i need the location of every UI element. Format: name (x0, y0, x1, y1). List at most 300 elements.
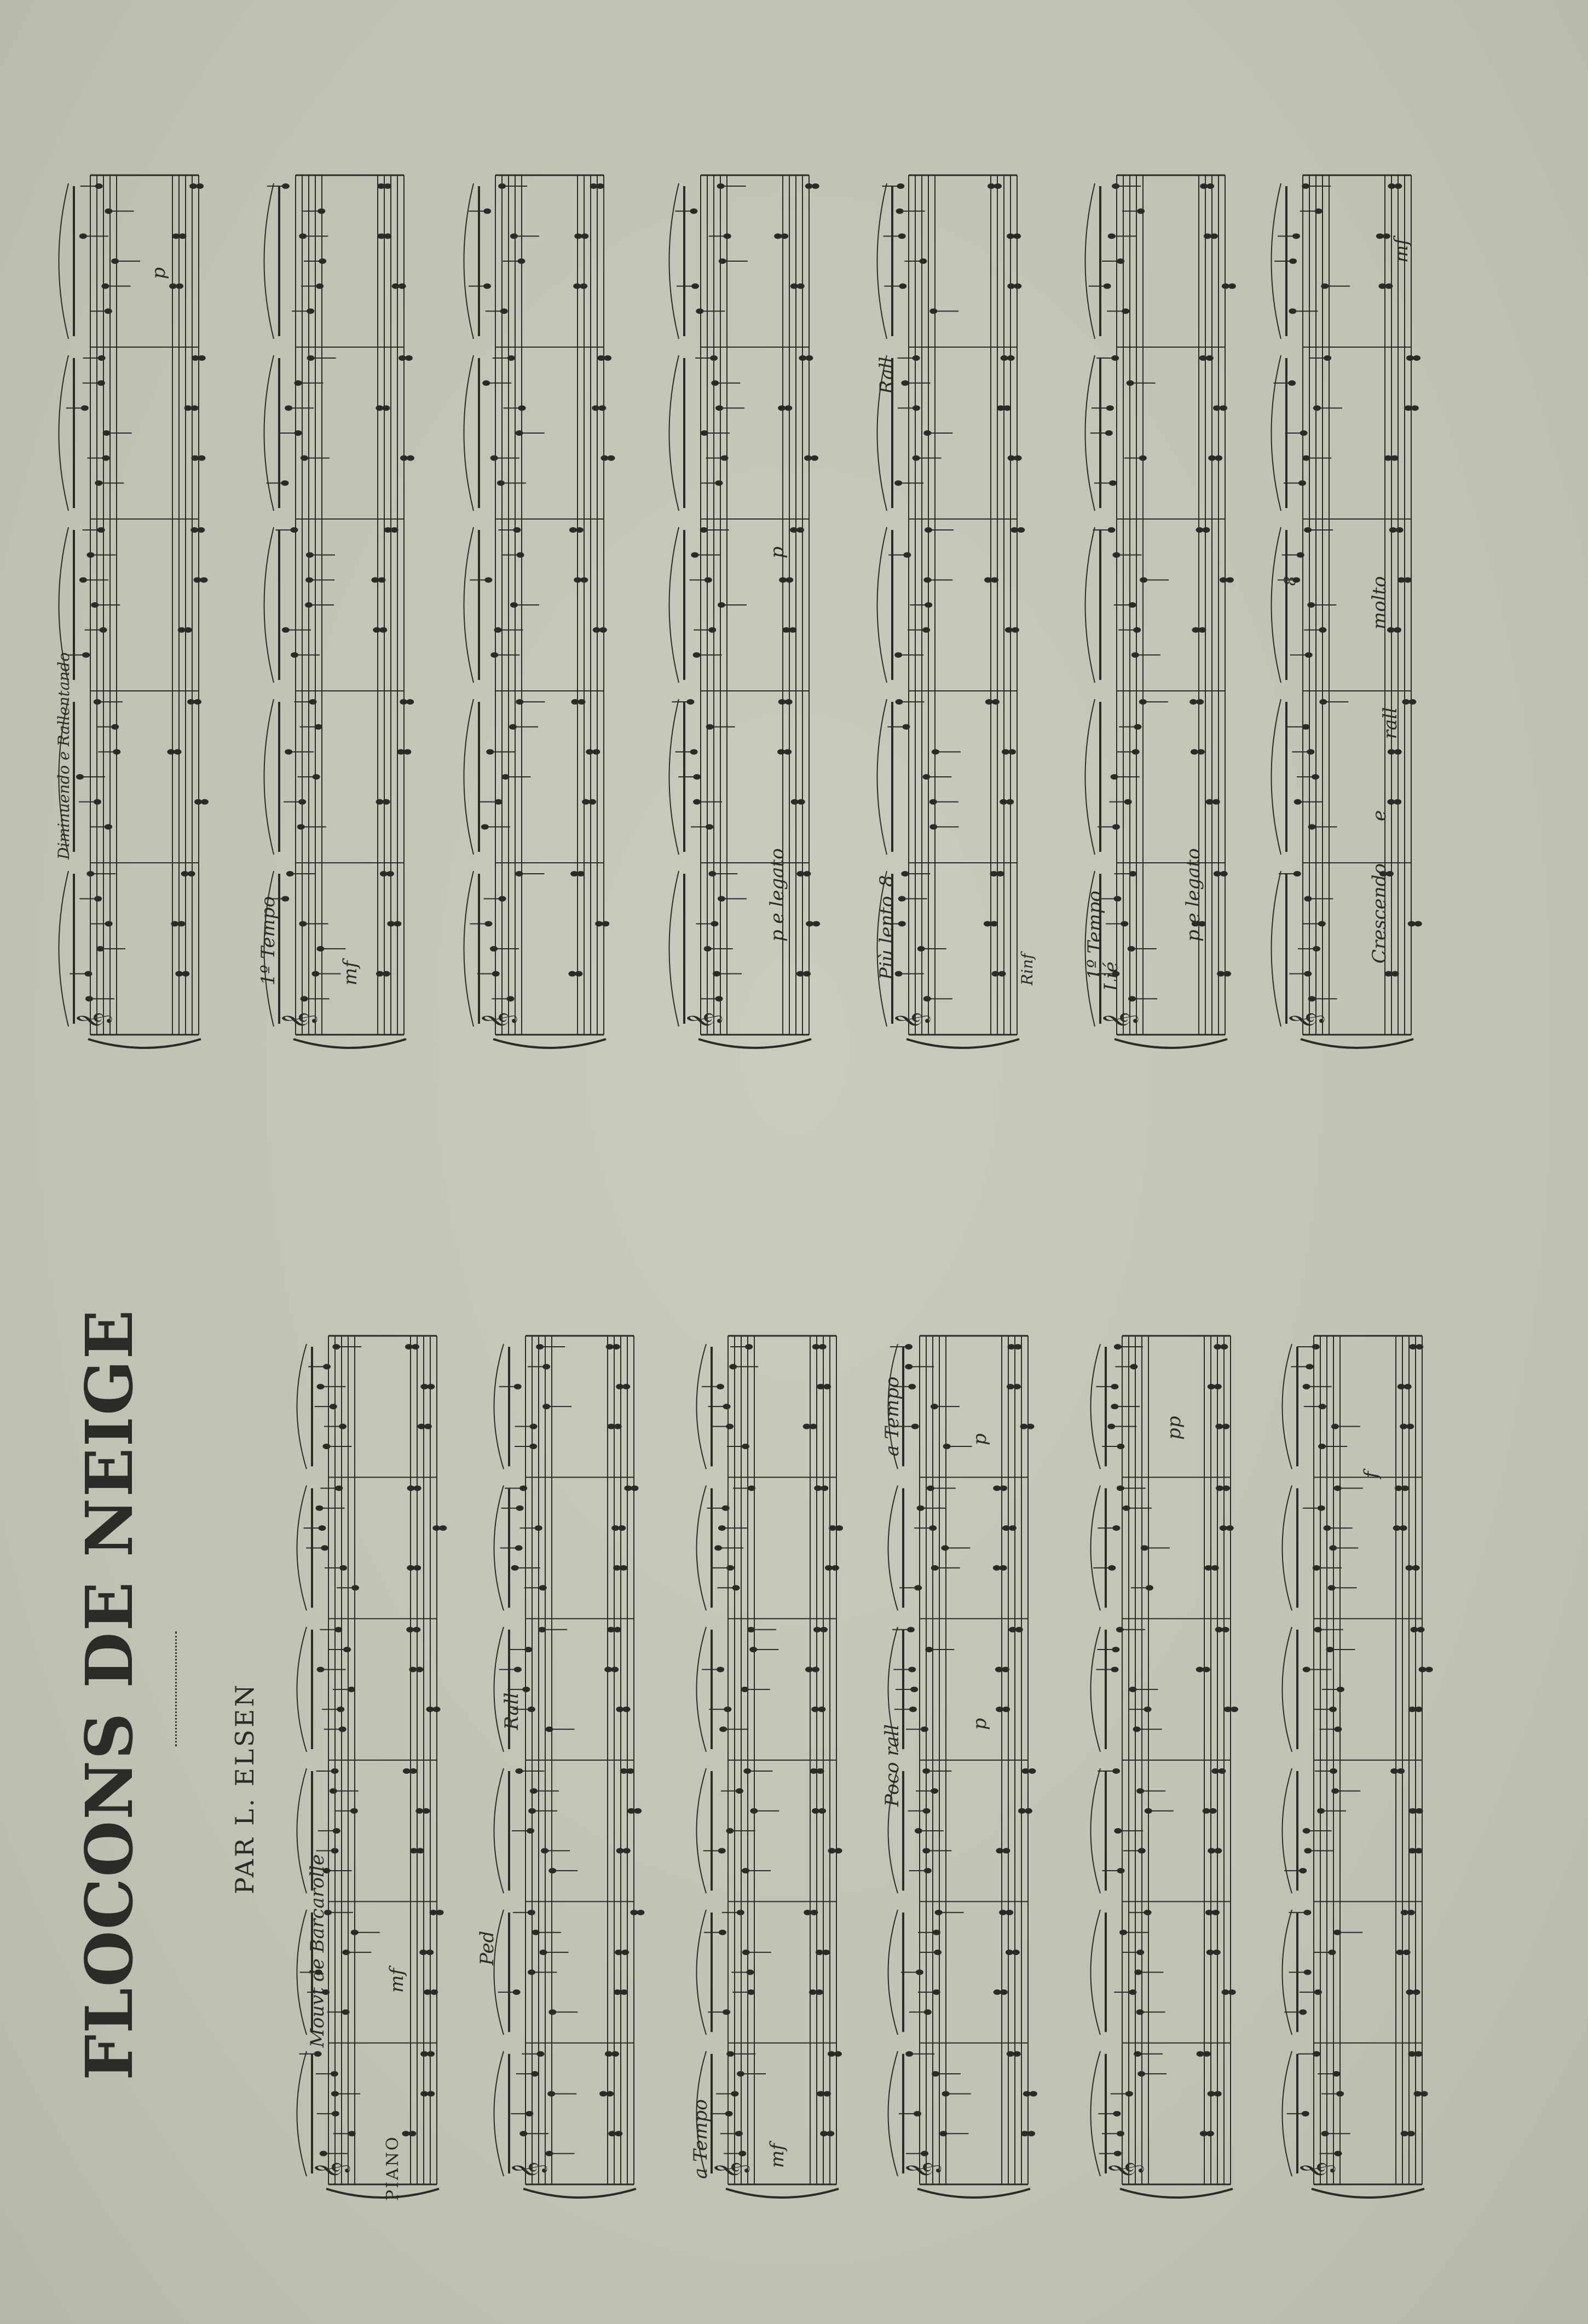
composer-byline: PAR L. ELSEN (230, 1682, 259, 1894)
note-head (568, 971, 576, 977)
note-head (818, 1706, 825, 1712)
note-head (747, 1627, 755, 1633)
note-head (615, 1950, 622, 1955)
note-head (1007, 284, 1015, 289)
note-head (1145, 1808, 1152, 1814)
treble-clef: 𝄞 (511, 2161, 546, 2179)
note-head (605, 2051, 613, 2057)
note-head (615, 2131, 622, 2136)
note-head (1313, 1565, 1320, 1571)
brace (1312, 2189, 1424, 2198)
note-head (439, 1525, 447, 1531)
note-head (532, 1930, 540, 1935)
note-head (399, 284, 406, 289)
slur (494, 1627, 504, 1752)
note-head (1321, 2131, 1329, 2136)
note-head (1387, 799, 1395, 805)
note-head (595, 921, 603, 926)
note-head (592, 405, 599, 411)
note-head (424, 1989, 431, 1995)
note-head (785, 699, 793, 705)
note-head (1008, 1344, 1015, 1350)
note-head (804, 455, 812, 461)
tempo-marking: Mouvt de Barcarolle (307, 1854, 328, 2048)
note-head (726, 2051, 734, 2057)
note-head (616, 1848, 624, 1854)
slur (888, 1485, 898, 1610)
note-head (810, 1768, 818, 1774)
note-head (1021, 1768, 1029, 1774)
treble-clef: 𝄞 (714, 2161, 748, 2179)
note-head (1294, 799, 1302, 805)
note-head (616, 1706, 623, 1712)
note-head (1139, 699, 1147, 705)
note-head (1198, 627, 1206, 633)
note-head (1206, 183, 1214, 189)
note-head (1414, 2091, 1422, 2096)
note-head (701, 430, 708, 436)
slur (669, 699, 679, 855)
note-head (1412, 1989, 1420, 1995)
note-head (1137, 2071, 1145, 2077)
note-head (490, 455, 498, 461)
note-head (715, 405, 723, 411)
note-head (1123, 1506, 1130, 1511)
note-head (1391, 455, 1399, 461)
note-head (1303, 1828, 1310, 1833)
note-head (1206, 799, 1214, 805)
note-head (299, 233, 307, 239)
note-head (1226, 1525, 1234, 1531)
slur (1283, 1485, 1292, 1610)
note-head (420, 2051, 428, 2057)
note-head (604, 1666, 612, 1672)
note-head (1013, 233, 1021, 239)
note-head (1313, 405, 1321, 411)
slur (297, 1768, 307, 1893)
note-head (541, 1848, 548, 1854)
note-head (817, 1768, 824, 1774)
note-head (1199, 355, 1207, 361)
slur (1091, 1344, 1101, 1469)
note-head (79, 577, 87, 583)
note-head (1028, 1768, 1036, 1774)
note-head (816, 1950, 823, 1955)
slur (888, 1910, 898, 2034)
note-head (530, 1788, 538, 1794)
note-head (332, 1344, 340, 1350)
note-head (1215, 455, 1222, 461)
note-head (86, 871, 94, 876)
note-head (1406, 1424, 1414, 1429)
note-head (415, 1666, 423, 1672)
note-head (1200, 2131, 1208, 2136)
note-head (1140, 577, 1147, 583)
slur (697, 1910, 707, 2034)
note-head (392, 284, 400, 289)
note-head (1208, 1848, 1215, 1854)
slur (59, 871, 69, 1027)
note-head (1020, 1424, 1027, 1429)
a-tempo-marking: a Tempo (881, 1376, 903, 1456)
note-head (86, 552, 94, 558)
note-head (805, 183, 813, 189)
note-head (935, 1910, 943, 1915)
note-head (187, 699, 195, 705)
slur (494, 1768, 504, 1893)
note-head (1319, 699, 1327, 705)
note-head (1228, 1989, 1236, 1995)
note-head (1302, 455, 1310, 461)
note-head (1015, 1627, 1023, 1633)
slur (1283, 1768, 1292, 1893)
note-head (620, 1768, 628, 1774)
note-head (1214, 1848, 1222, 1854)
note-head (397, 749, 405, 754)
slur (697, 1344, 707, 1469)
note-head (1303, 1666, 1310, 1672)
note-head (781, 233, 788, 239)
note-head (1134, 1970, 1142, 1975)
note-head (614, 1424, 622, 1429)
note-head (1224, 1706, 1232, 1712)
note-head (901, 871, 909, 876)
treble-clef: 𝄞 (1300, 2161, 1334, 2179)
note-head (1411, 1627, 1418, 1633)
note-head (1396, 1950, 1404, 1955)
note-head (1400, 1525, 1407, 1531)
dynamic-mf: mf (766, 2143, 788, 2168)
note-head (420, 1384, 428, 1389)
note-head (305, 602, 313, 608)
note-head (105, 209, 112, 214)
note-head (706, 724, 714, 730)
note-head (320, 2151, 327, 2156)
note-head (925, 527, 932, 533)
note-head (577, 871, 585, 876)
note-head (804, 1910, 811, 1915)
note-head (1129, 1687, 1136, 1692)
brace (726, 2189, 839, 2198)
note-head (516, 430, 523, 436)
note-head (994, 183, 1002, 189)
legato-marking: p e legato (766, 848, 788, 942)
note-head (382, 405, 390, 411)
note-head (993, 1485, 1001, 1491)
treble-clef: 𝄞 (481, 1012, 516, 1029)
note-head (742, 1950, 750, 1955)
note-head (1220, 1344, 1228, 1350)
e-marking: e (1368, 810, 1390, 821)
note-head (285, 405, 292, 411)
note-head (317, 1666, 325, 1672)
note-head (1005, 627, 1013, 633)
note-head (1308, 996, 1316, 1001)
note-head (774, 233, 782, 239)
note-head (1006, 799, 1014, 805)
note-head (1136, 2009, 1144, 2015)
note-head (941, 1546, 949, 1551)
slur (494, 1344, 504, 1469)
dynamic-mf: mf (339, 961, 361, 985)
note-head (1116, 1627, 1124, 1633)
note-head (927, 1485, 934, 1491)
note-head (929, 308, 937, 314)
note-head (182, 971, 189, 977)
note-head (1394, 183, 1402, 189)
note-head (176, 284, 183, 289)
note-head (623, 1848, 631, 1854)
note-head (1417, 1627, 1425, 1633)
note-head (803, 1424, 811, 1429)
note-head (718, 896, 725, 902)
note-head (606, 2091, 614, 2096)
note-head (798, 799, 805, 805)
note-head (691, 552, 698, 558)
note-head (194, 799, 202, 805)
note-head (1419, 1666, 1427, 1672)
note-head (1394, 627, 1401, 633)
treble-clef: 𝄞 (686, 1012, 721, 1029)
note-head (1001, 355, 1008, 361)
note-head (427, 2091, 435, 2096)
note-head (1222, 1989, 1229, 1995)
slur (494, 2051, 504, 2176)
note-head (1111, 1404, 1118, 1409)
note-head (942, 2091, 950, 2096)
note-head (1389, 527, 1397, 533)
slur (264, 183, 274, 339)
note-head (992, 971, 1000, 977)
note-head (1406, 1565, 1413, 1571)
note-head (413, 1565, 421, 1571)
note-head (516, 699, 523, 705)
note-head (405, 1344, 413, 1350)
tempo-marking: 1º Tempo (1084, 890, 1106, 980)
note-head (796, 871, 804, 876)
brace (493, 1039, 606, 1048)
note-head (1331, 1424, 1339, 1429)
note-head (922, 1848, 930, 1854)
note-head (611, 1666, 619, 1672)
note-head (422, 1808, 430, 1814)
diminuendo-marking: Diminuendo e Rallentando (55, 652, 73, 860)
note-head (1223, 971, 1231, 977)
note-head (101, 284, 109, 289)
note-head (426, 1950, 434, 1955)
note-head (1408, 1848, 1416, 1854)
note-head (1404, 1384, 1412, 1389)
note-head (1205, 1910, 1213, 1915)
note-head (1394, 799, 1401, 805)
note-head (803, 971, 811, 977)
note-head (409, 1768, 417, 1774)
note-head (588, 799, 596, 805)
note-head (424, 1424, 432, 1429)
note-head (790, 527, 798, 533)
treble-clef: 𝄞 (1108, 2161, 1142, 2179)
note-head (1408, 2051, 1416, 2057)
note-head (1409, 1344, 1417, 1350)
note-head (1308, 824, 1316, 829)
note-head (301, 455, 308, 461)
slur (297, 1627, 307, 1752)
crescendo-marking: Crescendo (1368, 863, 1390, 964)
note-head (405, 355, 413, 361)
note-head (409, 1666, 417, 1672)
note-head (1112, 183, 1119, 189)
note-head (1209, 1808, 1217, 1814)
brace (1301, 1039, 1413, 1048)
note-head (993, 1565, 1001, 1571)
note-head (811, 455, 818, 461)
note-head (627, 1808, 635, 1814)
note-head (190, 527, 198, 533)
note-head (1211, 1768, 1219, 1774)
note-head (1385, 284, 1393, 289)
note-head (536, 1344, 544, 1350)
note-head (1416, 1344, 1423, 1350)
note-head (1408, 699, 1416, 705)
note-head (169, 284, 177, 289)
note-head (547, 2091, 555, 2096)
note-head (915, 1828, 922, 1833)
note-head (1222, 1424, 1229, 1429)
note-head (420, 2091, 428, 2096)
note-head (171, 921, 178, 926)
note-head (1215, 1627, 1223, 1633)
note-head (741, 1687, 749, 1692)
note-head (608, 1424, 615, 1429)
note-head (917, 1506, 925, 1511)
note-head (1220, 871, 1228, 876)
brace (88, 1039, 201, 1048)
note-head (1009, 1627, 1017, 1633)
note-head (419, 1950, 427, 1955)
note-head (1203, 2051, 1211, 2057)
note-head (810, 1424, 817, 1429)
treble-clef: 𝄞 (1289, 1012, 1323, 1029)
note-head (172, 233, 180, 239)
note-head (719, 1727, 727, 1732)
note-head (827, 2131, 834, 2136)
note-head (376, 799, 384, 805)
note-head (1394, 749, 1402, 754)
note-head (990, 871, 998, 876)
note-head (923, 430, 931, 436)
note-head (790, 284, 798, 289)
title-ornament (175, 1631, 179, 1746)
note-head (1006, 1910, 1013, 1915)
note-head (1214, 1384, 1222, 1389)
note-head (509, 724, 517, 730)
note-head (1302, 183, 1309, 189)
note-head (599, 627, 607, 633)
note-head (417, 1848, 424, 1854)
note-head (834, 2051, 842, 2057)
note-head (1304, 1848, 1312, 1854)
note-head (515, 1768, 523, 1774)
note-head (1395, 1485, 1402, 1491)
note-head (777, 749, 785, 754)
note-head (510, 233, 518, 239)
note-head (998, 971, 1006, 977)
note-head (494, 627, 502, 633)
note-head (1220, 577, 1227, 583)
note-head (194, 699, 201, 705)
note-head (1304, 527, 1312, 533)
note-head (600, 455, 608, 461)
note-head (1214, 2091, 1222, 2096)
note-head (598, 405, 606, 411)
note-head (94, 699, 101, 705)
note-head (177, 921, 185, 926)
note-head (1133, 1727, 1141, 1732)
note-head (377, 183, 385, 189)
note-head (713, 971, 720, 977)
note-head (174, 749, 181, 754)
slur (1091, 1485, 1101, 1610)
note-head (997, 405, 1004, 411)
note-head (200, 577, 207, 583)
note-head (1206, 1950, 1214, 1955)
note-head (901, 380, 909, 386)
note-head (1131, 652, 1139, 658)
slur (1283, 1627, 1292, 1752)
instrument-label: PIANO (383, 2135, 402, 2201)
note-head (383, 799, 390, 805)
note-head (386, 871, 394, 876)
note-head (1406, 1989, 1413, 1995)
note-head (896, 699, 903, 705)
note-head (778, 405, 786, 411)
brace (906, 1039, 1019, 1048)
note-head (482, 380, 490, 386)
note-head (894, 480, 902, 486)
note-head (829, 1525, 836, 1531)
note-head (611, 1525, 619, 1531)
note-head (1010, 527, 1018, 533)
note-head (1407, 1910, 1415, 1915)
note-head (592, 749, 600, 754)
note-head (1205, 1565, 1212, 1571)
note-head (580, 577, 588, 583)
slur (264, 355, 274, 511)
note-head (984, 577, 992, 583)
note-head (542, 1404, 550, 1409)
note-head (817, 2091, 824, 2096)
slur (877, 699, 887, 855)
note-head (1013, 1384, 1021, 1389)
note-head (997, 871, 1004, 876)
note-head (1304, 896, 1312, 902)
note-head (784, 405, 792, 411)
note-head (1007, 2051, 1014, 2057)
note-head (294, 380, 302, 386)
note-head (1411, 405, 1419, 411)
note-head (818, 1808, 826, 1814)
slur (697, 1627, 707, 1752)
note-head (1403, 1950, 1411, 1955)
note-head (1208, 1384, 1215, 1389)
note-head (342, 1950, 350, 1955)
slur (1085, 699, 1095, 855)
note-head (1401, 1485, 1409, 1491)
slur (59, 183, 69, 339)
note-head (1030, 2091, 1037, 2096)
note-head (1213, 405, 1221, 411)
note-head (76, 774, 84, 780)
